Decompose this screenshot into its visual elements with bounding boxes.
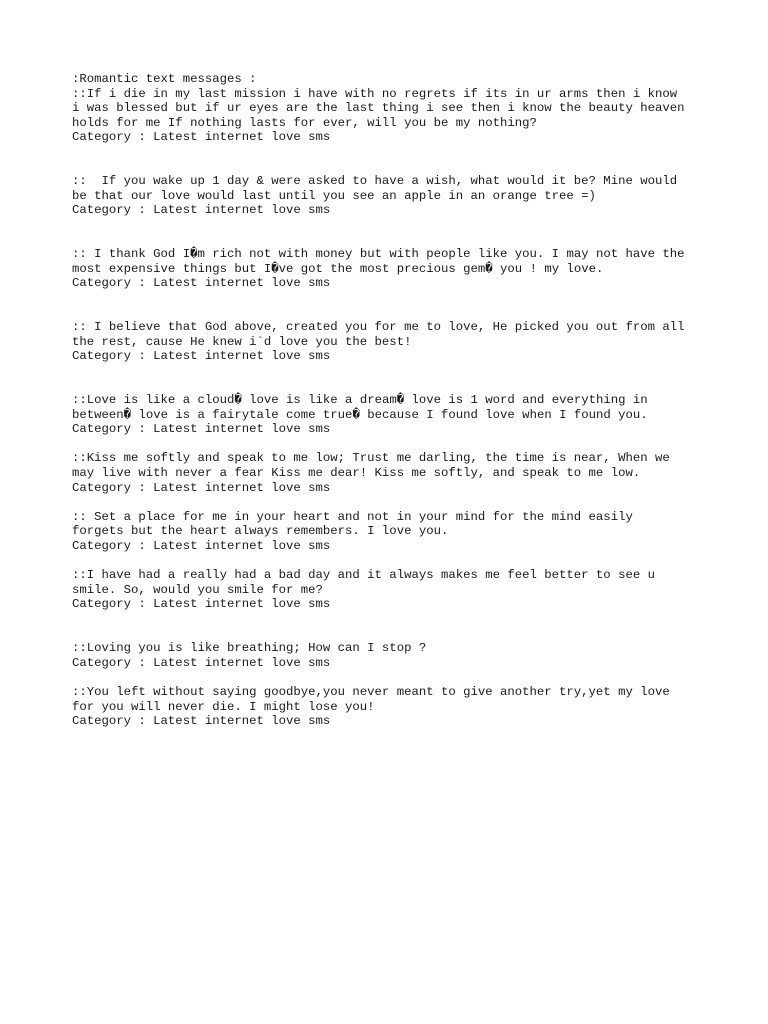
spacer bbox=[72, 495, 712, 510]
category-label: Category : Latest internet love sms bbox=[72, 714, 331, 729]
category-label: Category : Latest internet love sms bbox=[72, 130, 331, 145]
message-line: between� love is a fairytale come true� because I found love when I found you. bbox=[72, 407, 648, 422]
spacer bbox=[72, 612, 712, 641]
message-line: be that our love would last until you see an apple in an orange tree =) bbox=[72, 188, 596, 203]
message-line: ::You left without saying goodbye,you never meant to give another try,yet my love bbox=[72, 684, 670, 699]
message-line: forgets but the heart always remembers. I love you. bbox=[72, 524, 449, 539]
message-line: :: I thank God I�m rich not with money but with people like you. I may not have the bbox=[72, 247, 685, 262]
spacer bbox=[72, 437, 712, 452]
message-line: ::Love is like a cloud� love is like a dream� love is 1 word and everything in bbox=[72, 393, 648, 408]
message-line: ::If i die in my last mission i have with no regrets if its in ur arms then i know bbox=[72, 86, 678, 101]
spacer bbox=[72, 145, 712, 174]
message-line: ::Kiss me softly and speak to me low; Trust me darling, the time is near, When we bbox=[72, 451, 670, 466]
message-entry bbox=[72, 641, 712, 670]
message-line: smile. So, would you smile for me? bbox=[72, 582, 323, 597]
message-line: :: If you wake up 1 day & were asked to have a wish, what would it be? Mine would bbox=[72, 174, 678, 189]
message-line: :: Set a place for me in your heart and not in your mind for the mind easily bbox=[72, 509, 633, 524]
message-line: holds for me If nothing lasts for ever, will you be my nothing? bbox=[72, 115, 537, 130]
category-label: Category : Latest internet love sms bbox=[72, 422, 331, 437]
category-label: Category : Latest internet love sms bbox=[72, 203, 331, 218]
category-label: Category : Latest internet love sms bbox=[72, 539, 331, 553]
message-entry bbox=[72, 174, 712, 218]
message-entry bbox=[72, 320, 712, 364]
spacer bbox=[72, 364, 712, 393]
message-line: :: I believe that God above, created you for me to love, He picked you out from all bbox=[72, 320, 685, 335]
category-label: Category : Latest internet love sms bbox=[72, 349, 331, 364]
message-line: ::I have had a really had a bad day and it always makes me feel better to see u bbox=[72, 568, 655, 583]
message-entry bbox=[72, 87, 712, 145]
message-line: for you will never die. I might lose you! bbox=[72, 699, 375, 714]
message-entry bbox=[72, 685, 712, 729]
spacer bbox=[72, 670, 712, 685]
spacer bbox=[72, 291, 712, 320]
spacer bbox=[72, 218, 712, 247]
message-entry bbox=[72, 393, 712, 437]
category-label: Category : Latest internet love sms bbox=[72, 480, 331, 495]
message-line: the rest, cause He knew i`d love you the best! bbox=[72, 334, 412, 349]
message-line: may live with never a fear Kiss me dear! Kiss me softly, and speak to me low. bbox=[72, 466, 641, 481]
category-label: Category : Latest internet love sms bbox=[72, 655, 331, 670]
message-line: most expensive things but I�ve got the most precious gem� you ! my love. bbox=[72, 261, 604, 276]
message-entry bbox=[72, 568, 712, 612]
message-line: ::Loving you is like breathing; How can I stop ? bbox=[72, 641, 427, 656]
message-entry bbox=[72, 451, 712, 495]
category-label: Category : Latest internet love sms bbox=[72, 597, 331, 612]
spacer bbox=[72, 554, 712, 569]
message-line: i was blessed but if ur eyes are the last thing i see then i know the beauty heaven bbox=[72, 101, 685, 116]
message-entry bbox=[72, 247, 712, 291]
document-heading: :Romantic text messages : bbox=[72, 72, 257, 86]
category-label: Category : Latest internet love sms bbox=[72, 276, 331, 291]
message-entry bbox=[72, 510, 712, 554]
document-body bbox=[72, 72, 712, 729]
